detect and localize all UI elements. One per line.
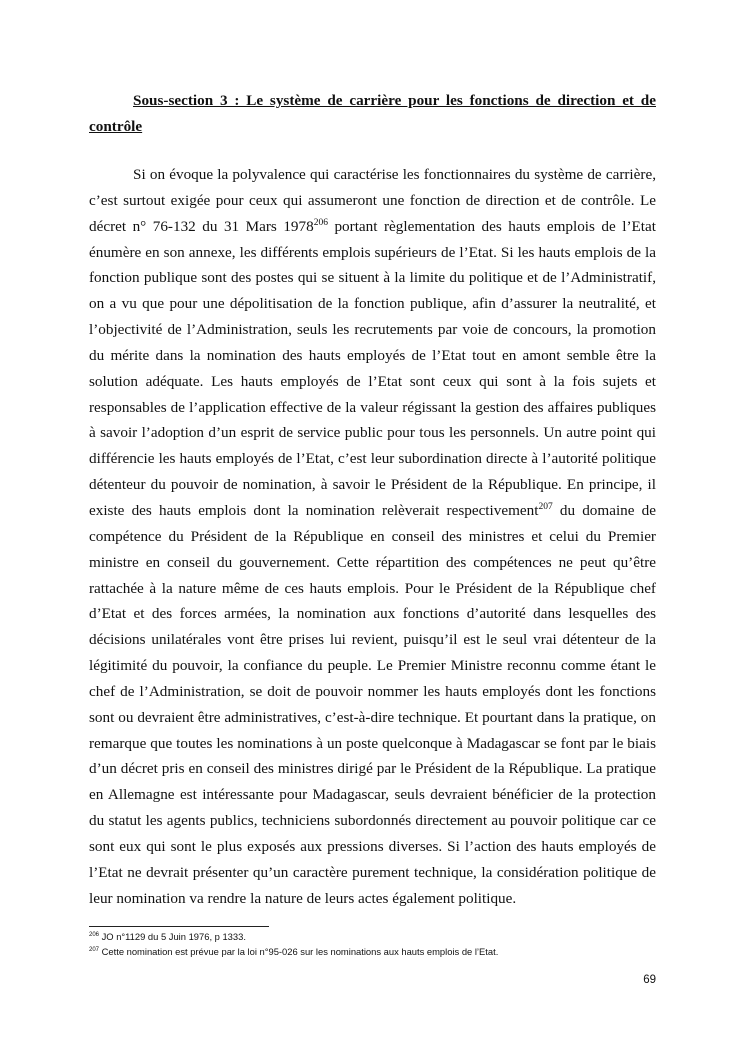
footnotes xyxy=(89,930,656,959)
footnote-number: 207 xyxy=(89,946,100,953)
section-heading xyxy=(89,88,656,139)
footnote-text: Cette nomination est prévue par la loi n°95-026 sur les nominations aux hauts emplois de l’Etat. xyxy=(99,945,499,957)
footnote-207 xyxy=(89,945,656,960)
footnote-separator xyxy=(89,926,269,927)
footnote-number: 206 xyxy=(89,932,100,938)
section-heading-text: Sous-section 3 : Le système de carrière pour les fonctions de direction et de contrôle xyxy=(89,92,656,135)
paragraph-part-3: du domaine de compétence du Président de la République en conseil des ministres et celui du Premier ministre en conseil du gouvernement. Cette répartition des compétences ne peut qu’être rattachée à la nature même de ces hauts emplois. Pour le Président de la République chef d’Etat et des forces armées, la nomination aux fonctions d’autorité dans lesquelles des décisions unilatérales vont être prises lui revient, puisqu’il est le seul vrai détenteur de la légitimité du pouvoir, la confiance du peuple. Le Premier Ministre reconnu comme étant le chef de l’Administration, se doit de pouvoir nommer les hauts employés dont les fonctions sont ou devraient être administratives, c’est-à-dire technique. Et pourtant dans la pratique, on remarque que toutes les nominations à un poste quelconque à Madagascar se font par le biais d’un décret pris en conseil des ministres dirigé par le Président de la République. La pratique en Allemagne est intéressante pour Madagascar, seuls devraient bénéficier de la protection du statut les agents publics, techniciens subordonnés directement au pouvoir politique car ce sont eux qui sont le plus exposés aux pressions diverses. Si l’action des hauts employés de l’Etat ne devrait présenter qu’un caractère purement technique, la considération politique de leur nomination va rendre la nature de leurs actes également politique. xyxy=(89,501,656,907)
footnote-text: JO n°1129 du 5 Juin 1976, p 1333. xyxy=(99,931,246,942)
footnote-ref-206[interactable]: 206 xyxy=(313,217,328,228)
footnote-ref-207[interactable]: 207 xyxy=(538,501,553,512)
footnote-206 xyxy=(89,930,656,945)
body-paragraph xyxy=(89,162,656,911)
paragraph-part-2: portant règlementation des hauts emplois de l’Etat énumère en son annexe, les différents emplois supérieurs de l’Etat. Si les hauts emplois de la fonction publique sont des postes qui se situent à la limite du politique et de l’Administratif, on a vu que pour une dépolitisation de la fonction publique, afin d’assurer la neutralité, et l’objectivité de l’Administration, seuls les recrutements par voie de concours, la promotion du mérite dans la nomination des hauts employés de l’Etat tout en amont semble être la solution adéquate. Les hauts employés de l’Etat sont ceux qui sont à la fois sujets et responsables de l’application effective de la valeur régissant la gestion des affaires publiques à savoir l’adoption d’un esprit de service public pour tous les personnels. Un autre point qui différencie les hauts employés de l’Etat, c’est leur subordination directe à l’autorité politique détenteur du pouvoir de nomination, à savoir le Président de la République. En principe, il existe des hauts emplois dont la nomination relèverait respectivement xyxy=(89,217,656,519)
page-number: 69 xyxy=(643,974,656,986)
paragraph-part-1: Si on évoque la polyvalence qui caractérise les fonctionnaires du système de carrière, c’est surtout exigée pour ceux qui assumeront une fonction de direction et de contrôle. Le décret n° 76-132 du 31 Mars 1978 xyxy=(89,166,656,235)
